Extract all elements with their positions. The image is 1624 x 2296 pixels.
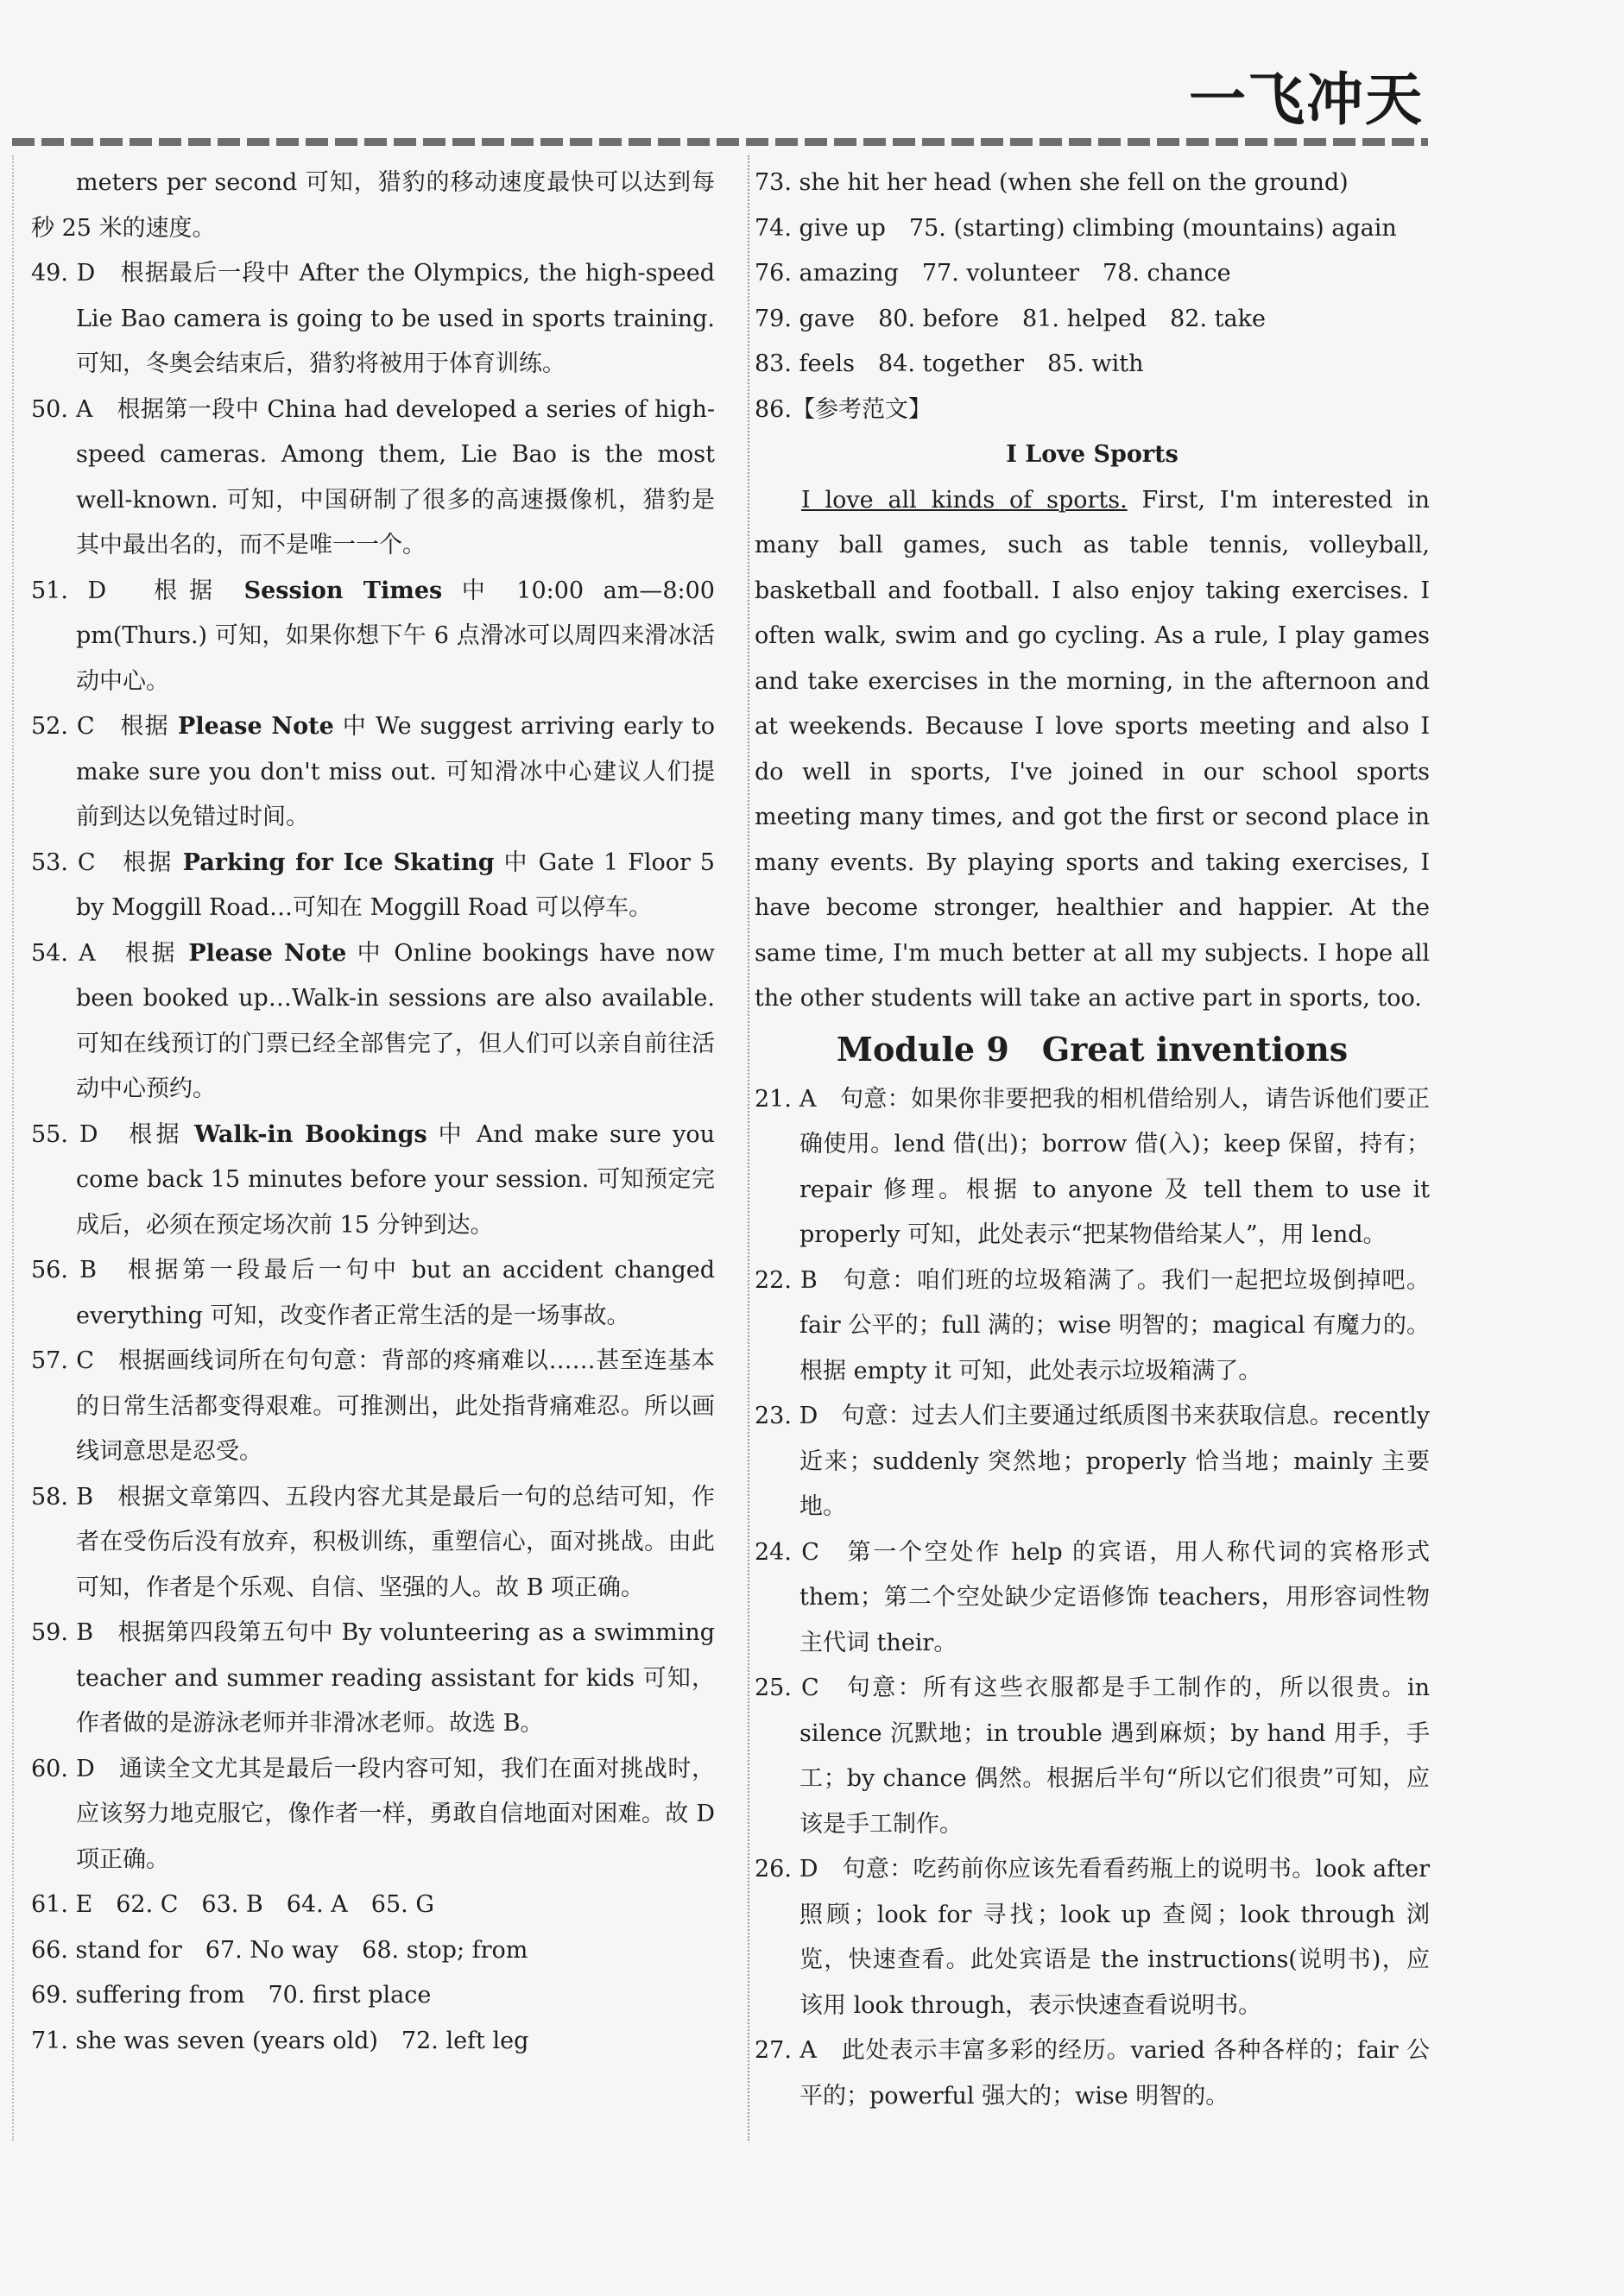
answer-51-text: 中 10:00 am—8:00 pm(Thurs.) 可知，如果你想下午 6 点滑冰可以周四来滑冰活动中心。 — [76, 577, 715, 695]
answer-51-keyword: Session Times — [243, 577, 443, 604]
answer-52-keyword: Please Note — [178, 713, 334, 740]
answers-66-68: 66. stand for 67. No way 68. stop; from — [31, 1936, 528, 1964]
answers-61-65: 61. E 62. C 63. B 64. A 65. G — [31, 1891, 434, 1918]
answer-59: 59. B 根据第四段第五句中 By volunteering as a swimming teacher and summer reading assistant for kids 可知，作者做的是游泳老师并非滑冰老师。故选 B。 — [31, 1619, 715, 1737]
left-column — [31, 161, 715, 2064]
module-title: Module 9 Great inventions — [836, 1029, 1349, 1069]
answer-55-text: 中 And make sure you come back 15 minutes before your session. 可知预定完成后，必须在预定场次前 15 分钟到达。 — [76, 1120, 715, 1239]
answers-76-78: 76. amazing 77. volunteer 78. chance — [755, 260, 1231, 287]
right-column — [755, 161, 1430, 2119]
answer-52-text: 中 We suggest arriving early to make sure you don't miss out. 可知滑冰中心建议人们提前到达以免错过时间。 — [76, 713, 716, 830]
answer-49: 49. D 根据最后一段中 After the Olympics, the high-speed Lie Bao camera is going to be used in sports training. 可知，冬奥会结束后，猎豹将被用于体育训练。 — [31, 260, 715, 377]
answer-86-heading: 86.【参考范文】 — [755, 395, 932, 423]
essay-text: First, I'm interested in many ball games, such as table tennis, volleyball, basketball and football. I also enjoy taking exercises. I often walk, swim and go cycling. As a rule, I play games and take exercises in the morning, in the afternoon and at weekends. Because I love sports meeting and also I do well in sports, I've joined in our school sports meeting many times, and got the first or second place in many events. By playing sports and taking exercises, I have become stronger, healthier and happier. At the same time, I'm much better at all my subjects. I hope all the other students will take an active part in sports, too. — [755, 486, 1430, 1012]
answer-48-continued: meters per second 可知，猎豹的移动速度最快可以达到每秒 25 米的速度。 — [31, 169, 715, 242]
answer-60: 60. D 通读全文尤其是最后一段内容可知，我们在面对挑战时，应该努力地克服它，像作者一样，勇敢自信地面对困难。故 D 项正确。 — [31, 1755, 715, 1873]
answer-52-prefix: 52. C 根据 — [31, 713, 179, 740]
answer-50: 50. A 根据第一段中 China had developed a series of high-speed cameras. Among them, Lie Bao is the most well-known. 可知，中国研制了很多的高速摄像机，猎豹是其中最出名的，而不是唯一一个。 — [31, 395, 715, 558]
answers-83-85: 83. feels 84. together 85. with — [755, 350, 1144, 377]
answer-21: 21. A 句意：如果你非要把我的相机借给别人，请告诉他们要正确使用。lend 借(出)；borrow 借(入)；keep 保留，持有；repair 修理。根据 to anyone 及 tell them to use it properly 可知，此处表示“把某物借给某人”，用 lend。 — [755, 1085, 1430, 1248]
answer-58: 58. B 根据文章第四、五段内容尤其是最后一句的总结可知，作者在受伤后没有放弃，积极训练，重塑信心，面对挑战。由此可知，作者是个乐观、自信、坚强的人。故 B 项正确。 — [31, 1483, 715, 1601]
answers-71-72: 71. she was seven (years old) 72. left leg — [31, 2027, 529, 2054]
answer-24: 24. C 第一个空处作 help 的宾语，用人称代词的宾格形式 them；第二个空处缺少定语修饰 teachers，用形容词性物主代词 their。 — [755, 1538, 1430, 1656]
brand-logo: 一飞冲天 — [1189, 66, 1424, 133]
answer-56: 56. B 根据第一段最后一句中 but an accident changed everything 可知，改变作者正常生活的是一场事故。 — [31, 1257, 715, 1329]
essay-topic-sentence: I love all kinds of sports. — [801, 486, 1128, 514]
answer-55-keyword: Walk-in Bookings — [193, 1120, 427, 1148]
answer-73: 73. she hit her head (when she fell on the ground) — [755, 169, 1349, 196]
answer-22: 22. B 句意：咱们班的垃圾箱满了。我们一起把垃圾倒掉吧。fair 公平的；full 满的；wise 明智的；magical 有魔力的。根据 empty it 可知，此处表示垃圾箱满了。 — [755, 1266, 1430, 1385]
answers-69-70: 69. suffering from 70. first place — [31, 1982, 432, 2009]
answer-51 — [31, 569, 715, 705]
answer-27: 27. A 此处表示丰富多彩的经历。varied 各种各样的；fair 公平的；powerful 强大的；wise 明智的。 — [755, 2037, 1430, 2110]
essay-body — [755, 478, 1430, 1022]
answer-54-text: 中 Online bookings have now been booked up…Walk-in sessions are also available. 可知在线预订的门票已经全部售完了，但人们可以亲自前往活动中心预约。 — [76, 939, 715, 1102]
answer-55-prefix: 55. D 根据 — [31, 1120, 194, 1148]
answer-54-keyword: Please Note — [188, 939, 347, 967]
answer-57: 57. C 根据画线词所在句句意：背部的疼痛难以……甚至连基本的日常生活都变得艰难。可推测出，此处指背痛难忍。所以画线词意思是忍受。 — [31, 1347, 715, 1465]
essay-title: I Love Sports — [1006, 441, 1179, 468]
answer-23: 23. D 句意：过去人们主要通过纸质图书来获取信息。recently 近来；suddenly 突然地；properly 恰当地；mainly 主要地。 — [755, 1403, 1430, 1520]
answers-79-82: 79. gave 80. before 81. helped 82. take — [755, 305, 1266, 332]
answer-54-prefix: 54. A 根据 — [31, 939, 189, 967]
column-divider — [748, 155, 749, 2141]
answer-54 — [31, 931, 715, 1113]
answer-52 — [31, 704, 715, 841]
left-margin-rule — [12, 155, 14, 2141]
answer-53-keyword: Parking for Ice Skating — [182, 848, 495, 876]
answer-26: 26. D 句意：吃药前你应该先看看药瓶上的说明书。look after 照顾；look for 寻找；look up 查阅；look through 浏览，快速查看。此处宾语是 the instructions(说明书)，应该用 look through，表示快速查看说明书。 — [755, 1856, 1430, 2019]
answer-53-text: 中 Gate 1 Floor 5 by Moggill Road…可知在 Moggill Road 可以停车。 — [76, 848, 715, 921]
answers-74-75: 74. give up 75. (starting) climbing (mountains) again — [755, 214, 1397, 242]
answer-25: 25. C 句意：所有这些衣服都是手工制作的，所以很贵。in silence 沉默地；in trouble 遇到麻烦；by hand 用手，手工；by chance 偶然。根据后半句“所以它们很贵”可知，应该是手工制作。 — [755, 1675, 1430, 1838]
answer-53 — [31, 841, 715, 931]
header-dashed-rule — [12, 138, 1428, 146]
answer-55 — [31, 1113, 715, 1249]
answer-51-prefix: 51. D 根据 — [31, 577, 244, 604]
answer-53-prefix: 53. C 根据 — [31, 848, 183, 876]
